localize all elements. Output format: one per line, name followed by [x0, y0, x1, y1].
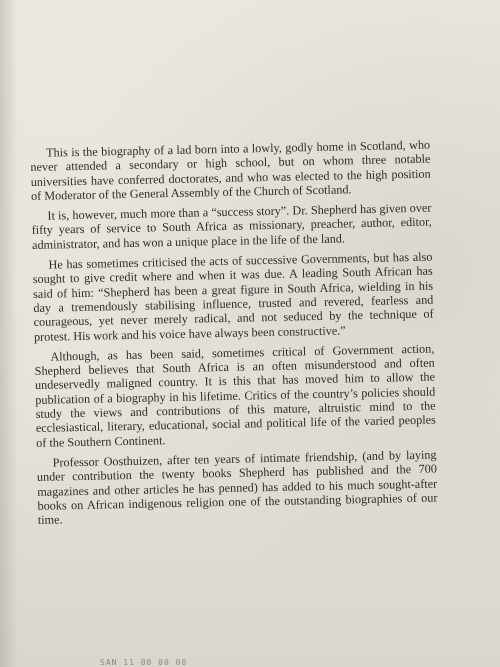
paragraph-4: Although, as has been said, sometimes critical of Government action, Shepherd believes that South Africa is an often misunderstood and often undeservedly maligned country. It is this that has moved him to allow the publication of a biography in his lifetime. Critics of the country’s policies should study the views and contributions of this mature, altruistic mind to the ecclesiastical, literary, educational, social and political life of the varied peoples of the Southern Continent.	[34, 341, 436, 450]
bottom-print-mark: SAN 11 00 00 00	[100, 658, 188, 667]
paragraph-3: He has sometimes criticised the acts of successive Governments, but has also sought to give credit where and when it was due. A leading South African has said of him: “Shepherd has been a great figure in South Africa, wielding in his day a tremendously stabilising influence, trusted and revered, fearless and courageous, yet never merely radical, and not seduced by the technique of protest. His work and his voice have always been constructive.”	[32, 249, 434, 344]
paragraph-5: Professor Oosthuizen, after ten years of intimate friendship, (and by laying under contribution the twenty books Shepherd has published and the 700 magazines and other articles he has penned) has added to his much sought-after books on African indigenous religion one of the outstanding biographies of our time.	[36, 447, 438, 528]
paragraph-2: It is, however, much more than a “success story”. Dr. Shepherd has given over fifty years of service to South Africa as missionary, preacher, author, editor, administrator, and has won a unique place in the life of the land.	[31, 200, 432, 252]
paragraph-1: This is the biography of a lad born into a lowly, godly home in Scotland, who never attended a secondary or high school, but on whom three notable universities have conferred doctorates, and who was elected to the high position of Moderator of the General Assembly of the Church of Scotland.	[30, 137, 431, 203]
blurb-text	[30, 138, 438, 534]
page-shadow-edge	[0, 0, 18, 667]
